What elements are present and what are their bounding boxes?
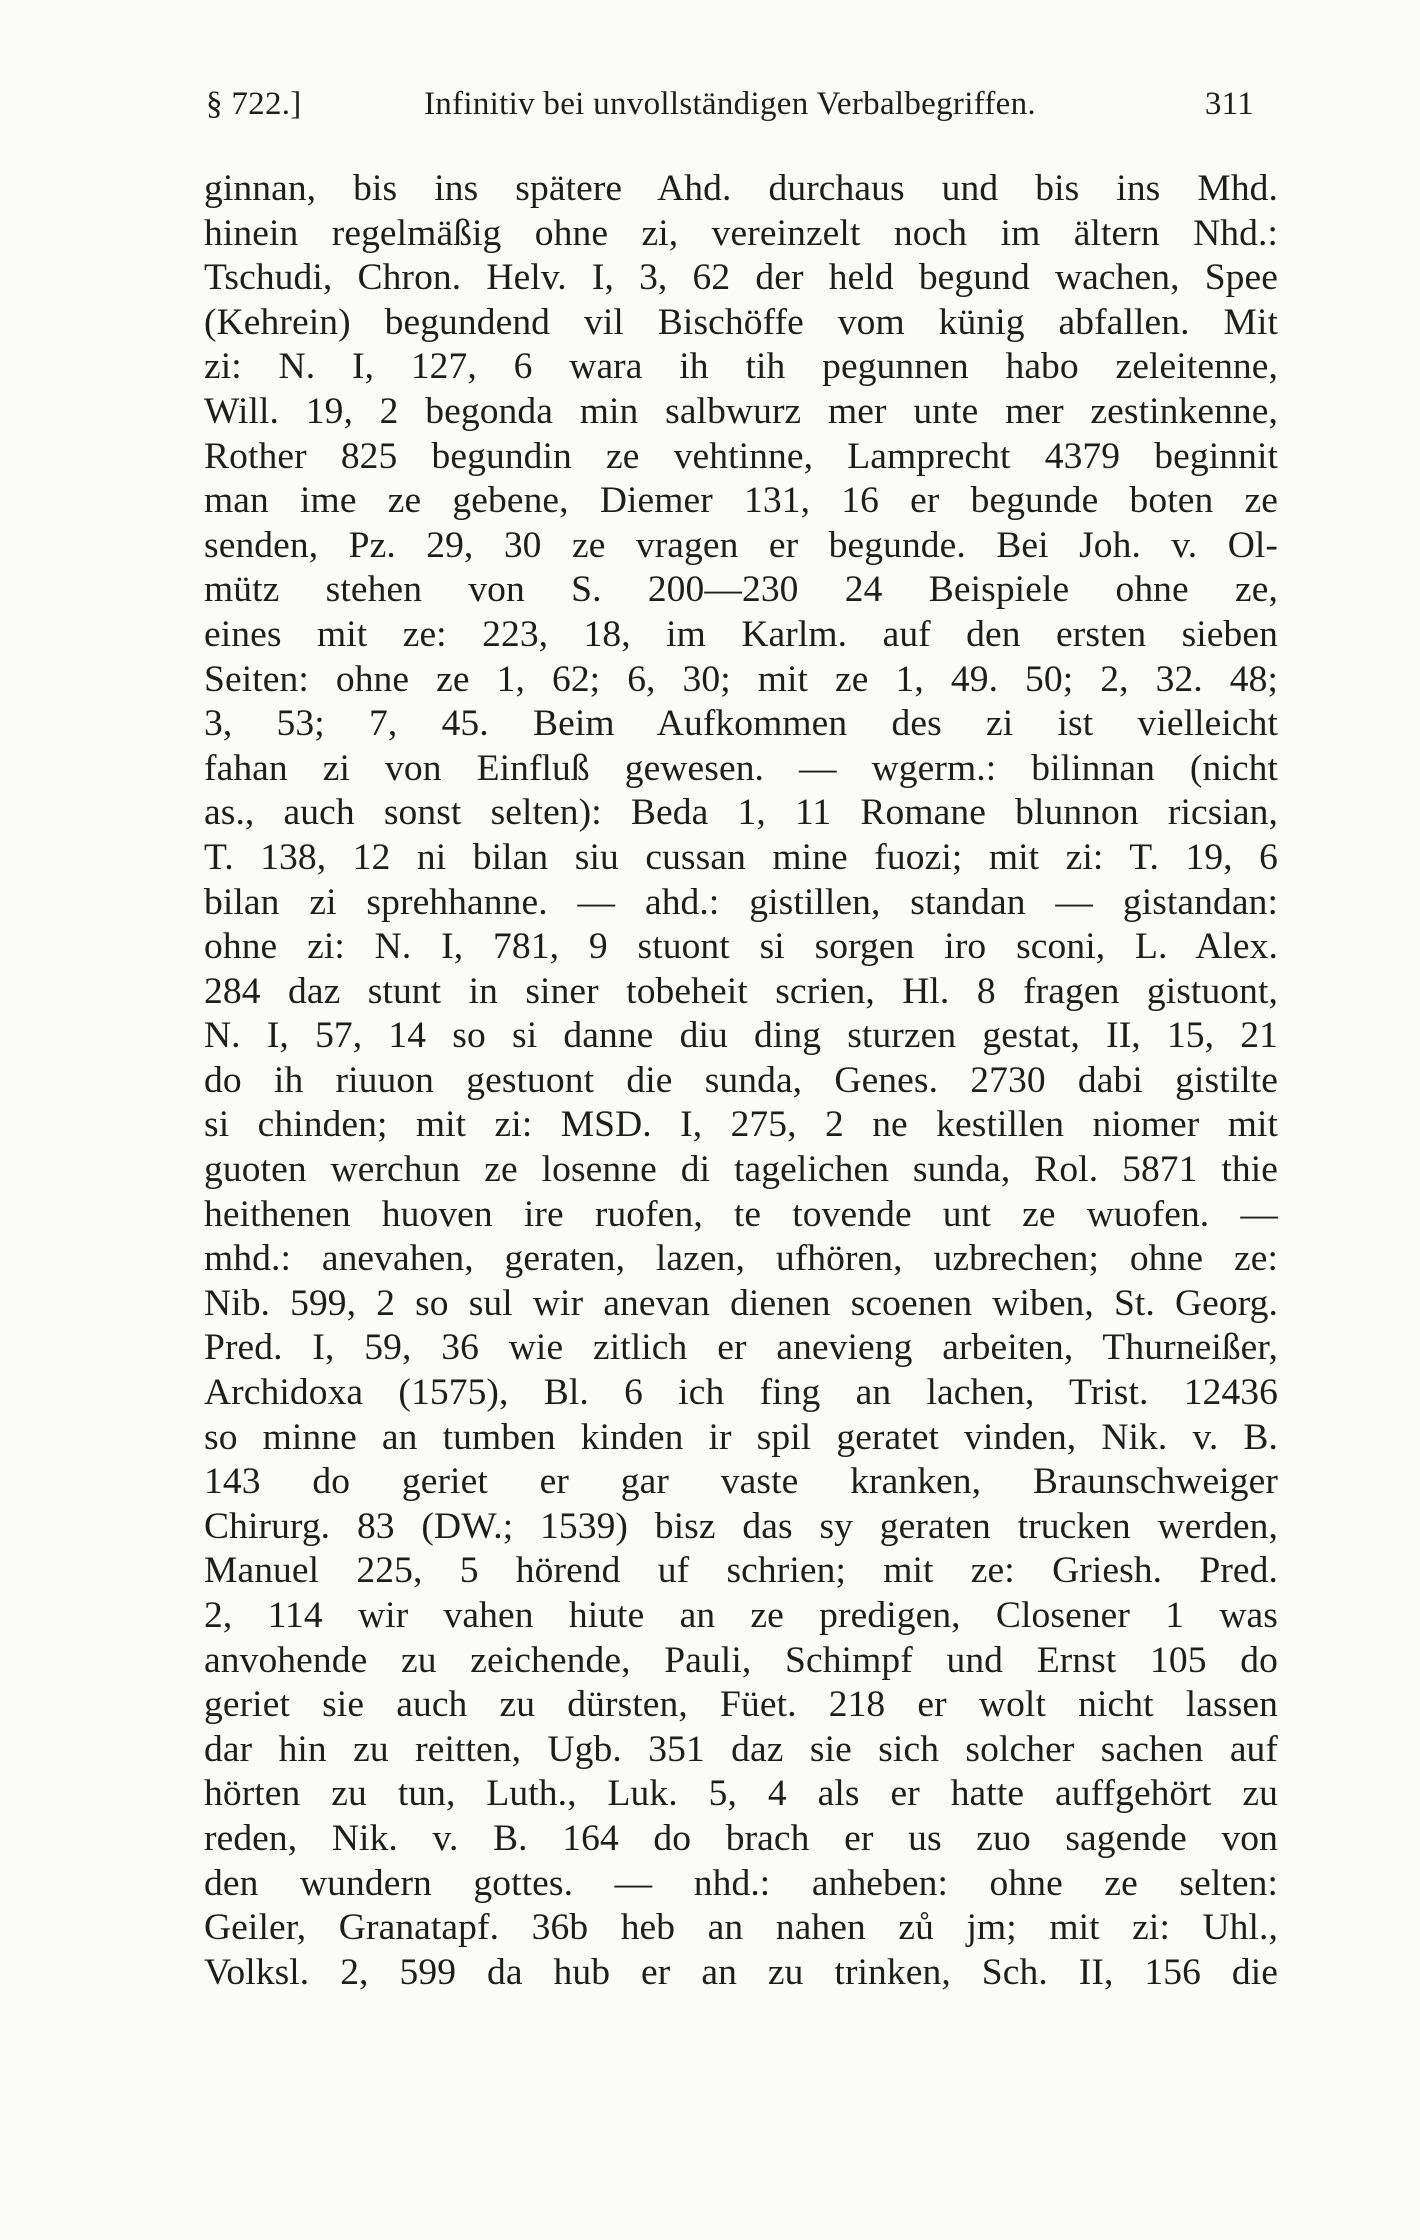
text-line: anvohende zu zeichende, Pauli, Schimpf und Ernst 105 do [204,1639,1278,1681]
text-line: man ime ze gebene, Diemer 131, 16 er begunde boten ze [204,480,1278,522]
text-line: 3, 53; 7, 45. Beim Aufkommen des zi ist vielleicht [204,703,1278,745]
text-line: bilan zi sprehhanne. — ahd.: gistillen, standan — gistandan: [204,881,1278,923]
text-line: mütz stehen von S. 200—230 24 Beispiele ohne ze, [204,569,1278,611]
text-line: Will. 19, 2 begonda min salbwurz mer unte mer zestinkenne, [204,390,1278,432]
text-line: so minne an tumben kinden ir spil geratet vinden, Nik. v. B. [204,1416,1278,1458]
running-head [206,86,1254,136]
text-line: guoten werchun ze losenne di tagelichen sunda, Rol. 5871 thie [204,1149,1278,1191]
text-line: ohne zi: N. I, 781, 9 stuont si sorgen iro sconi, L. Alex. [204,926,1278,968]
text-line: Tschudi, Chron. Helv. I, 3, 62 der held begund wachen, Spee [204,257,1278,299]
text-line: zi: N. I, 127, 6 wara ih tih pegunnen habo zeleitenne, [204,346,1278,388]
text-line: as., auch sonst selten): Beda 1, 11 Romane blunnon ricsian, [204,792,1278,834]
text-line: Geiler, Granatapf. 36b heb an nahen zů jm; mit zi: Uhl., [204,1907,1278,1949]
text-line: eines mit ze: 223, 18, im Karlm. auf den ersten sieben [204,613,1278,655]
text-line: senden, Pz. 29, 30 ze vragen er begunde. Bei Joh. v. Ol- [204,524,1278,566]
text-line: mhd.: anevahen, geraten, lazen, ufhören, uzbrechen; ohne ze: [204,1238,1278,1280]
text-line: Nib. 599, 2 so sul wir anevan dienen scoenen wiben, St. Georg. [204,1282,1278,1324]
running-title: Infinitiv bei unvollständigen Verbalbegriffen. [424,86,1036,122]
text-line: do ih riuuon gestuont die sunda, Genes. 2730 dabi gistilte [204,1059,1278,1101]
body-text [204,167,1278,1995]
text-line: fahan zi von Einfluß gewesen. — wgerm.: bilinnan (nicht [204,747,1278,789]
text-line: Archidoxa (1575), Bl. 6 ich fing an lachen, Trist. 12436 [204,1372,1278,1414]
text-line: 143 do geriet er gar vaste kranken, Braunschweiger [204,1461,1278,1503]
text-line: 284 daz stunt in siner tobeheit scrien, Hl. 8 fragen gistuont, [204,970,1278,1012]
text-line: Pred. I, 59, 36 wie zitlich er anevieng arbeiten, Thurneißer, [204,1327,1278,1369]
section-marker: § 722.] [206,86,302,122]
text-line: Seiten: ohne ze 1, 62; 6, 30; mit ze 1, 49. 50; 2, 32. 48; [204,658,1278,700]
text-line: si chinden; mit zi: MSD. I, 275, 2 ne kestillen niomer mit [204,1104,1278,1146]
text-line: Chirurg. 83 (DW.; 1539) bisz das sy geraten trucken werden, [204,1505,1278,1547]
text-line: T. 138, 12 ni bilan siu cussan mine fuozi; mit zi: T. 19, 6 [204,836,1278,878]
text-line: den wundern gottes. — nhd.: anheben: ohne ze selten: [204,1862,1278,1904]
text-line: Volksl. 2, 599 da hub er an zu trinken, Sch. II, 156 die [204,1951,1278,1993]
text-line: N. I, 57, 14 so si danne diu ding sturzen gestat, II, 15, 21 [204,1015,1278,1057]
text-line: Manuel 225, 5 hörend uf schrien; mit ze: Griesh. Pred. [204,1550,1278,1592]
text-line: reden, Nik. v. B. 164 do brach er us zuo sagende von [204,1817,1278,1859]
text-line: hörten zu tun, Luth., Luk. 5, 4 als er hatte auffgehört zu [204,1773,1278,1815]
text-line: (Kehrein) begundend vil Bischöffe vom künig abfallen. Mit [204,301,1278,343]
text-line: heithenen huoven ire ruofen, te tovende unt ze wuofen. — [204,1193,1278,1235]
text-line: hinein regelmäßig ohne zi, vereinzelt noch im ältern Nhd.: [204,212,1278,254]
text-line: ginnan, bis ins spätere Ahd. durchaus und bis ins Mhd. [204,168,1278,209]
text-line: Rother 825 begundin ze vehtinne, Lamprecht 4379 beginnit [204,435,1278,477]
text-line: dar hin zu reitten, Ugb. 351 daz sie sich solcher sachen auf [204,1728,1278,1770]
text-line: geriet sie auch zu dürsten, Füet. 218 er wolt nicht lassen [204,1684,1278,1726]
page-number: 311 [1204,86,1254,122]
text-line: 2, 114 wir vahen hiute an ze predigen, Closener 1 was [204,1595,1278,1636]
